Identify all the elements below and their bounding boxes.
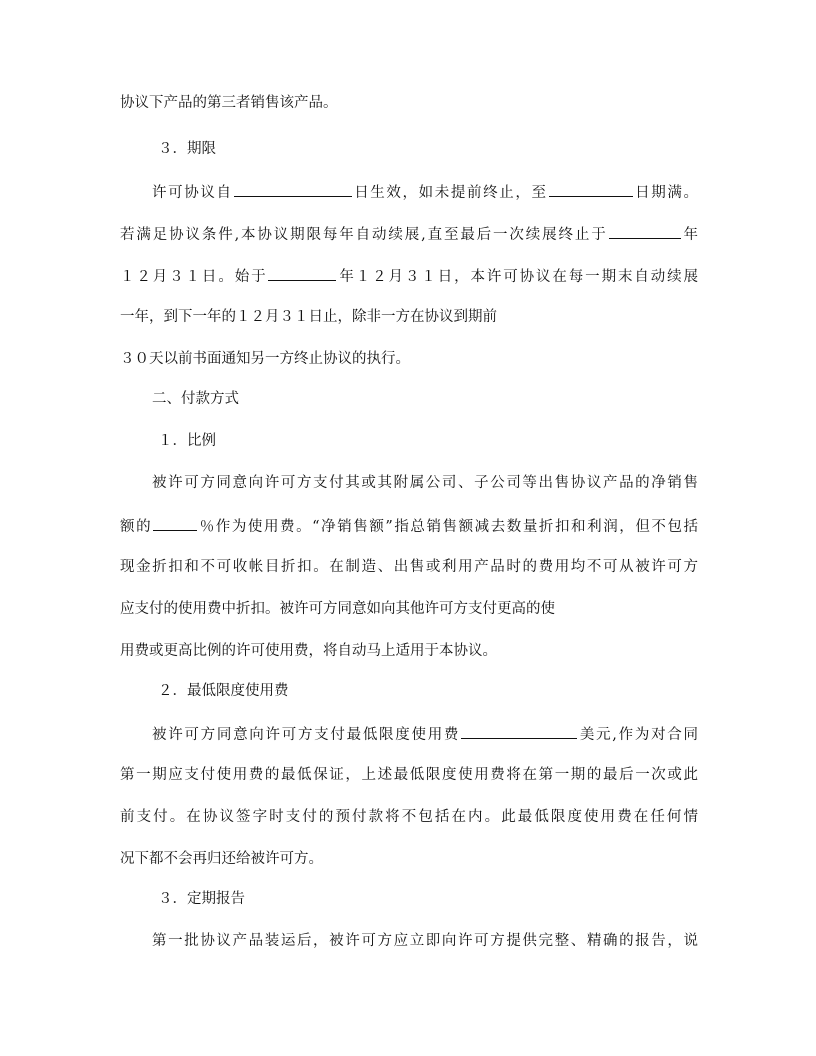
section-heading-term: ３．期限: [158, 141, 216, 157]
text-span: １２月３１日。始于: [120, 269, 268, 285]
paragraph-line: 况下都不会再归还给被许可方。: [120, 851, 323, 867]
text-span: 额的: [120, 519, 153, 535]
section-heading-minimum-royalty: ２．最低限度使用费: [158, 683, 289, 699]
text-span: 年: [681, 227, 699, 243]
paragraph-line: 应支付的使用费中折扣。被许可方同意如向其他许可方支付更高的使: [120, 601, 555, 617]
text-span: 被许可方同意向许可方支付最低限度使用费: [152, 727, 461, 743]
blank-field-percentage: [153, 515, 197, 531]
blank-field-effective-date: [234, 181, 352, 197]
blank-field-start-year: [268, 265, 336, 281]
paragraph-line: 用费或更高比例的许可使用费，将自动马上适用于本协议。: [120, 643, 497, 659]
blank-field-minimum-amount: [461, 723, 577, 739]
paragraph-line: 协议下产品的第三者销售该产品。: [120, 95, 338, 111]
paragraph-line: [120, 223, 698, 245]
paragraph-line: [152, 181, 698, 203]
paragraph-line: 被许可方同意向许可方支付其或其附属公司、子公司等出售协议产品的净销售: [152, 475, 698, 491]
paragraph-line: ３０天以前书面通知另一方终止协议的执行。: [120, 351, 410, 367]
paragraph-line: [120, 515, 698, 537]
paragraph-line: 一年，到下一年的１２月３１日止，除非一方在协议到期前: [120, 309, 497, 325]
section-heading-ratio: １．比例: [158, 433, 216, 449]
text-span: ％作为使用费。“净销售额”指总销售额减去数量折扣和利润，但不包括: [198, 519, 699, 535]
text-span: 若满足协议条件,本协议期限每年自动续展,直至最后一次续展终止于: [120, 227, 608, 243]
text-span: 许可协议自: [152, 185, 233, 201]
paragraph-line: 第一期应支付使用费的最低保证，上述最低限度使用费将在第一期的最后一次或此: [120, 767, 698, 783]
section-heading-payment: 二、付款方式: [152, 391, 239, 407]
paragraph-line: 现金折扣和不可收帐目折扣。在制造、出售或利用产品时的费用均不可从被许可方: [120, 559, 698, 575]
paragraph-line: 前支付。在协议签字时支付的预付款将不包括在内。此最低限度使用费在任何情: [120, 809, 698, 825]
blank-field-expiry-date: [549, 181, 633, 197]
paragraph-line: 第一批协议产品装运后，被许可方应立即向许可方提供完整、精确的报告，说: [152, 933, 698, 949]
blank-field-final-year: [609, 223, 681, 239]
section-heading-periodic-report: ３．定期报告: [158, 891, 245, 907]
text-span: 日生效，如未提前终止，至: [352, 185, 548, 201]
text-span: 日期满。: [633, 185, 699, 201]
text-span: 美元,作为对合同: [578, 727, 699, 743]
paragraph-line: [120, 265, 698, 287]
paragraph-line: [152, 723, 698, 745]
text-span: 年１２月３１日，本许可协议在每一期末自动续展: [337, 269, 698, 285]
